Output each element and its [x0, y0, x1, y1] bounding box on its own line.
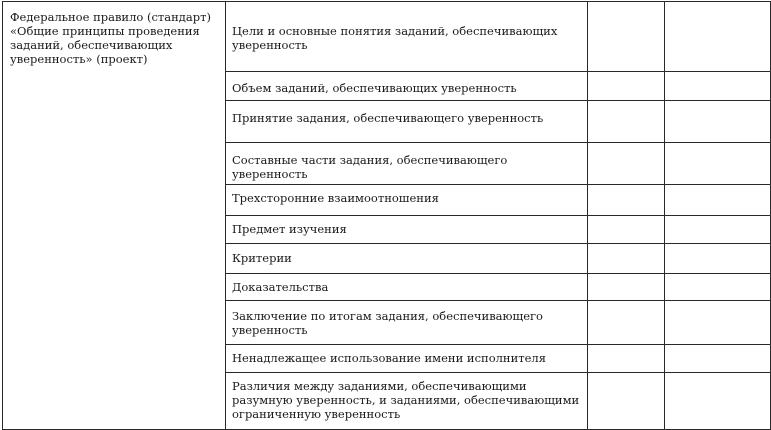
empty-cell: [588, 301, 665, 345]
item-text: Объем заданий, обеспечивающих уверенность: [232, 81, 517, 95]
empty-cell: [588, 2, 665, 72]
empty-cell: [665, 143, 771, 185]
item-cell: [226, 2, 588, 72]
empty-cell: [588, 274, 665, 301]
empty-cell: [588, 185, 665, 216]
item-text: Трехсторонние взаимоотношения: [232, 191, 439, 205]
empty-cell: [665, 274, 771, 301]
item-cell: [226, 185, 588, 216]
item-text: Предмет изучения: [232, 222, 347, 236]
item-cell: [226, 244, 588, 274]
item-cell: [226, 373, 588, 430]
empty-cell: [665, 244, 771, 274]
item-text: Принятие задания, обеспечивающего уверенность: [232, 111, 544, 125]
empty-cell: [665, 301, 771, 345]
standard-title: Федеральное правило (стандарт) «Общие принципы проведения заданий, обеспечивающих уверенность» (проект): [10, 10, 211, 66]
empty-cell: [588, 373, 665, 430]
item-cell: [226, 216, 588, 244]
empty-cell: [588, 101, 665, 143]
standard-title-cell: [3, 2, 226, 430]
empty-cell: [665, 72, 771, 101]
item-text: Различия между заданиями, обеспечивающими разумную уверенность, и заданиями, обеспечивающими ограниченную уверенность: [232, 379, 580, 421]
empty-cell: [665, 345, 771, 373]
item-text: Заключение по итогам задания, обеспечивающего уверенность: [232, 309, 543, 337]
item-cell: [226, 101, 588, 143]
item-cell: [226, 301, 588, 345]
empty-cell: [665, 185, 771, 216]
item-text: Цели и основные понятия заданий, обеспечивающих уверенность: [232, 24, 558, 52]
empty-cell: [588, 216, 665, 244]
empty-cell: [665, 373, 771, 430]
item-cell: [226, 72, 588, 101]
item-cell: [226, 274, 588, 301]
item-text: Критерии: [232, 251, 292, 265]
standards-table: [2, 1, 771, 430]
item-cell: [226, 345, 588, 373]
empty-cell: [588, 345, 665, 373]
empty-cell: [588, 143, 665, 185]
empty-cell: [665, 216, 771, 244]
item-text: Доказательства: [232, 280, 329, 294]
table-row: [3, 2, 771, 72]
empty-cell: [665, 2, 771, 72]
empty-cell: [588, 244, 665, 274]
item-cell: [226, 143, 588, 185]
item-text: Составные части задания, обеспечивающего уверенность: [232, 153, 508, 181]
empty-cell: [588, 72, 665, 101]
item-text: Ненадлежащее использование имени исполнителя: [232, 351, 546, 365]
empty-cell: [665, 101, 771, 143]
